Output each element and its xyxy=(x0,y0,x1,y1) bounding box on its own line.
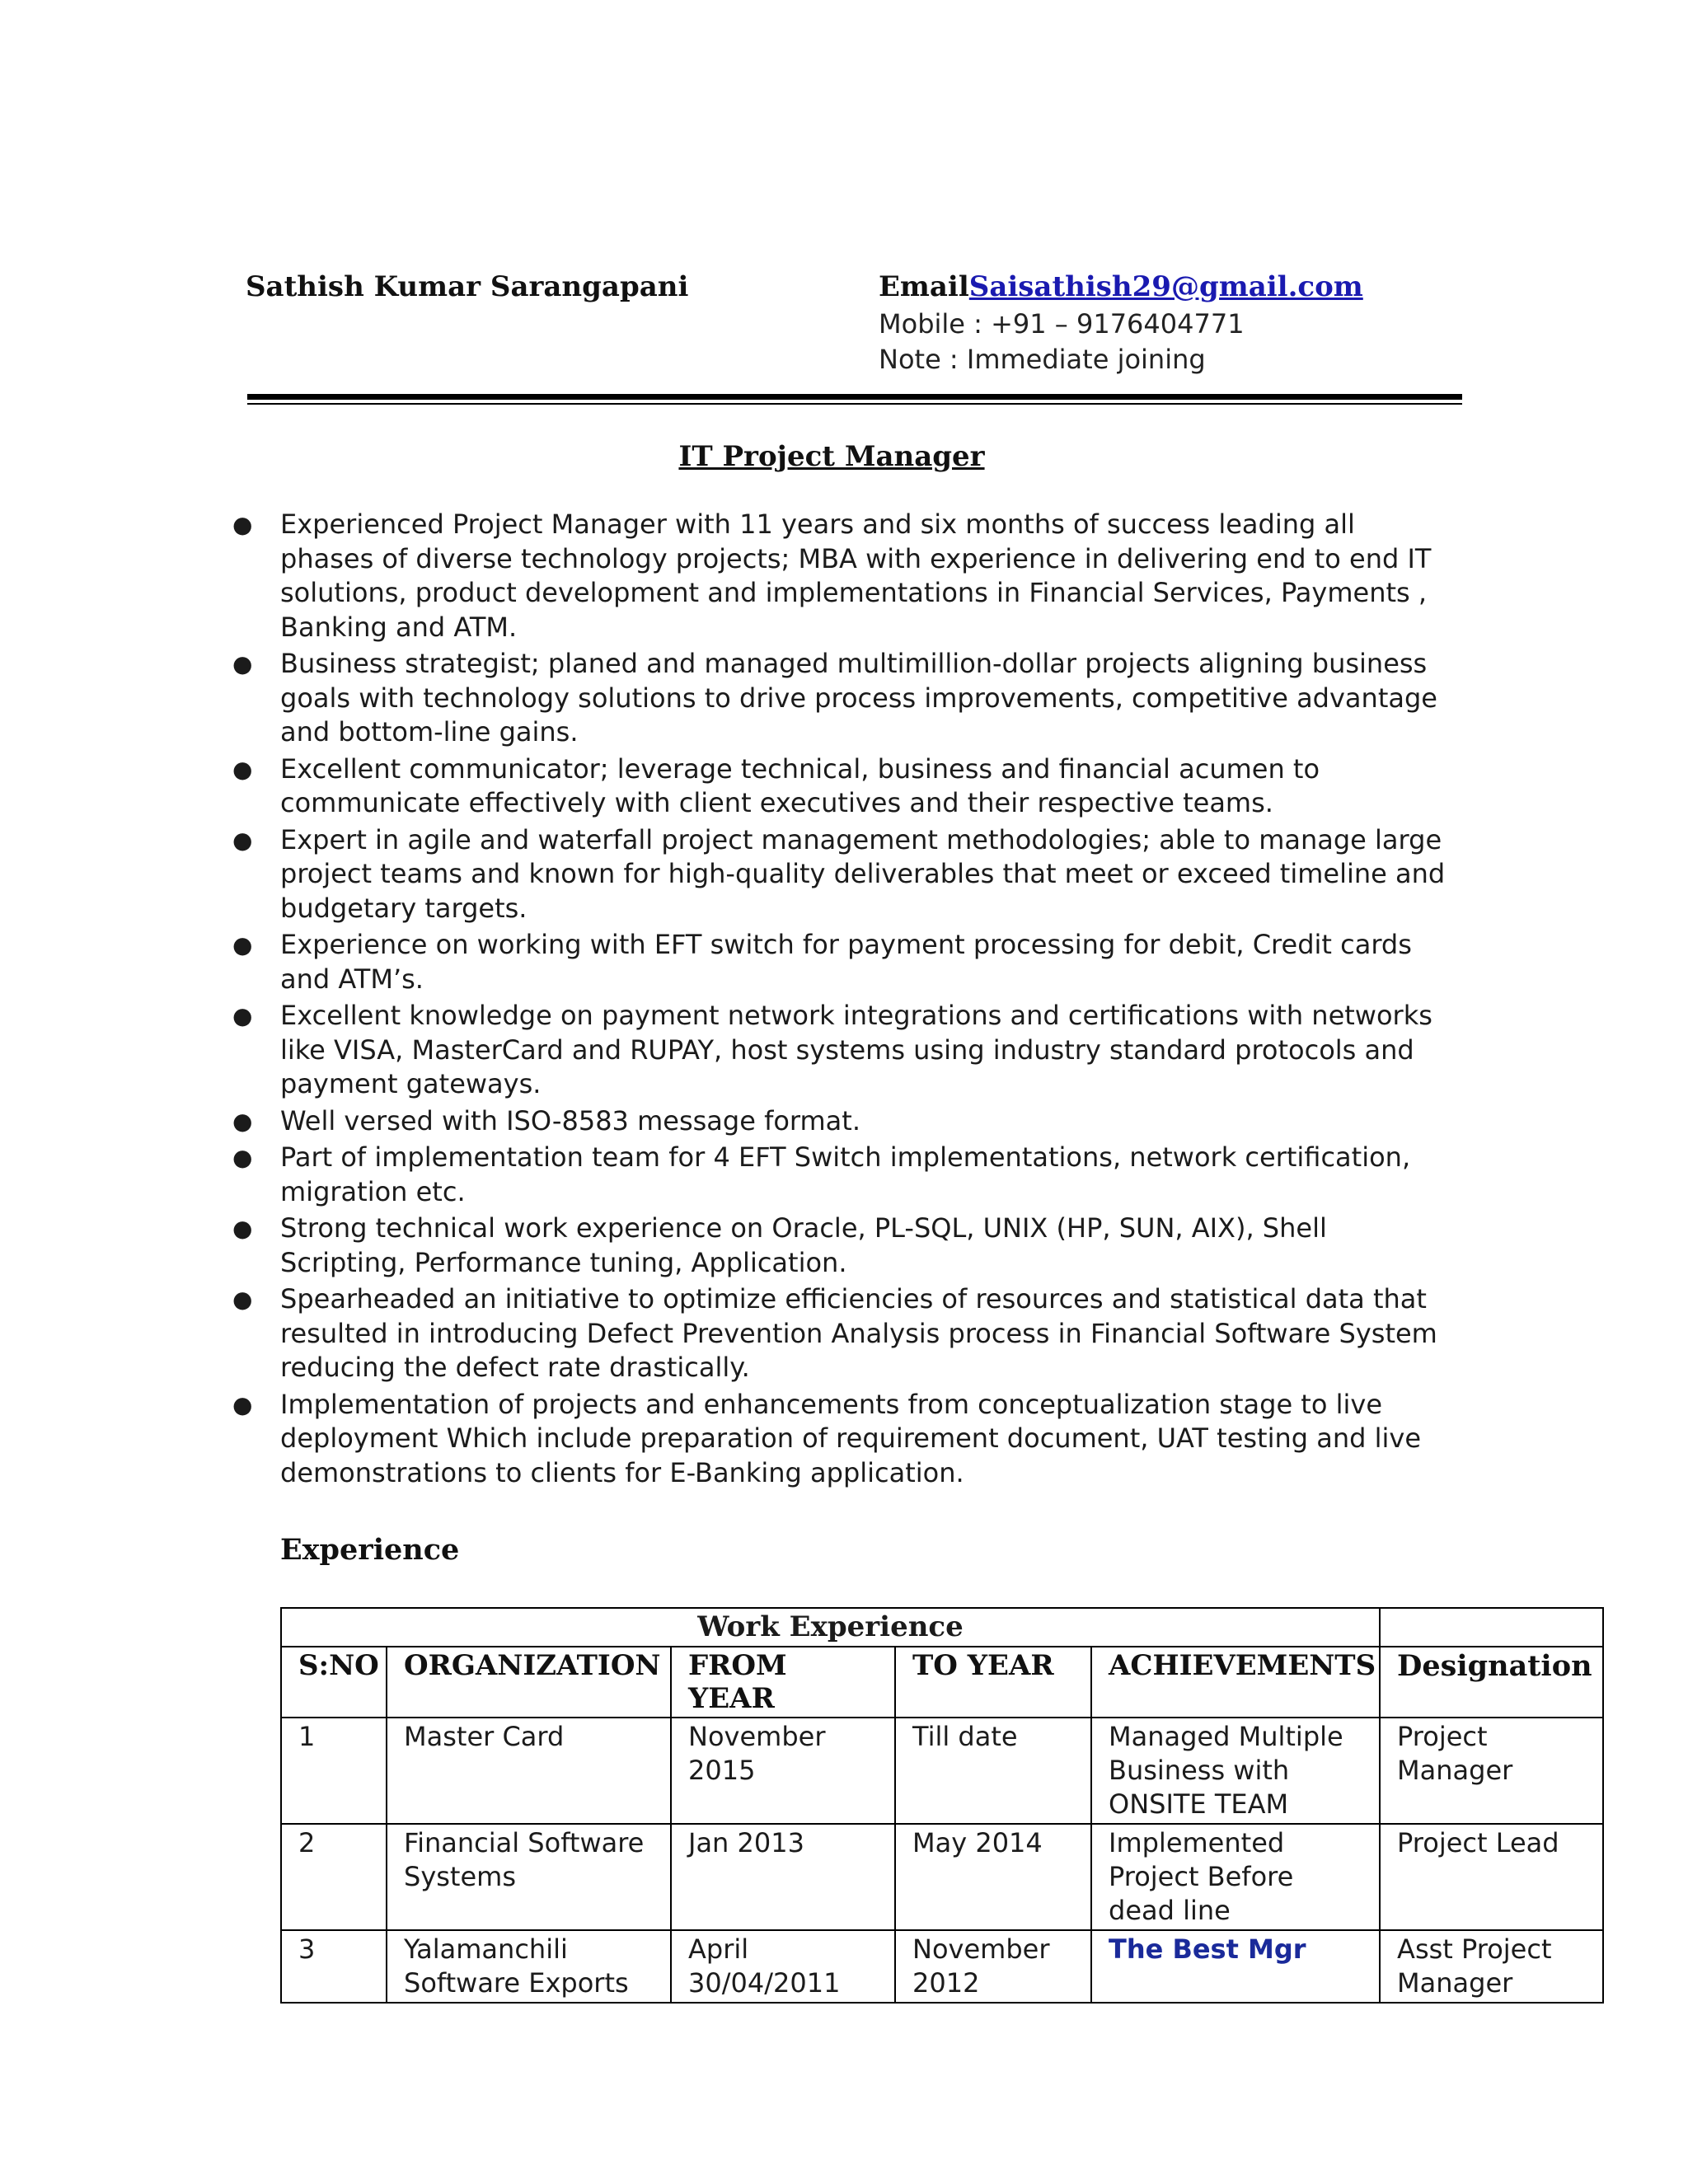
email-line xyxy=(879,270,1363,307)
bullet-icon: ● xyxy=(232,1390,253,1418)
cell-organization: Financial Software Systems xyxy=(387,1824,671,1930)
table-caption-row xyxy=(281,1608,1603,1647)
summary-item xyxy=(231,1282,1451,1385)
column-header-organization: ORGANIZATION xyxy=(387,1647,671,1718)
cell-sno: 2 xyxy=(281,1824,387,1930)
cell-from-year: Jan 2013 xyxy=(671,1824,895,1930)
summary-item xyxy=(231,1212,1451,1280)
bullet-icon: ● xyxy=(232,755,253,783)
summary-list xyxy=(231,508,1451,1493)
summary-item xyxy=(231,928,1451,996)
summary-text: Experience on working with EFT switch for payment processing for debit, Credit cards and ATM’s. xyxy=(280,929,1412,995)
cell-from-year: November 2015 xyxy=(671,1718,895,1824)
email-label: Email xyxy=(879,270,969,303)
column-header-achievements: ACHIEVEMENTS xyxy=(1091,1647,1380,1718)
summary-text: Excellent communicator; leverage technical, business and financial acumen to communicate effectively with client executives and their respective teams. xyxy=(280,752,1320,818)
table-header-row xyxy=(281,1647,1603,1718)
bullet-icon: ● xyxy=(232,1215,253,1242)
column-header-designation: Designation xyxy=(1380,1647,1603,1718)
bullet-icon: ● xyxy=(232,1107,253,1135)
summary-text: Excellent knowledge on payment network integrations and certifications with networks like VISA, MasterCard and RUPAY, host systems using industry standard protocols and payment gateways. xyxy=(280,1000,1432,1099)
summary-item xyxy=(231,752,1451,821)
cell-to-year: Till date xyxy=(895,1718,1091,1824)
summary-item xyxy=(231,1104,1451,1139)
summary-text: Expert in agile and waterfall project management methodologies; able to manage large project teams and known for high-quality deliverables that meet or exceed timeline and budgetary targets. xyxy=(280,823,1446,924)
work-experience-table xyxy=(280,1607,1604,2004)
summary-item xyxy=(231,999,1451,1102)
bullet-icon: ● xyxy=(232,1002,253,1029)
contact-block xyxy=(879,270,1363,377)
cell-from-year: April 30/04/2011 xyxy=(671,1930,895,2003)
candidate-name: Sathish Kumar Sarangapani xyxy=(246,270,689,303)
summary-text: Part of implementation team for 4 EFT Switch implementations, network certification, migration etc. xyxy=(280,1141,1411,1207)
table-row xyxy=(281,1930,1603,2003)
bullet-icon: ● xyxy=(232,1286,253,1313)
summary-text: Business strategist; planed and managed multimillion-dollar projects aligning business goals with technology solutions to drive process improvements, competitive advantage and bottom-line gains. xyxy=(280,648,1437,748)
summary-item xyxy=(231,1141,1451,1209)
resume-title: IT Project Manager xyxy=(678,440,985,473)
cell-organization: Master Card xyxy=(387,1718,671,1824)
column-header-sno: S:NO xyxy=(281,1647,387,1718)
column-header-from-year: FROM YEAR xyxy=(671,1647,895,1718)
cell-achievements: Implemented Project Before dead line xyxy=(1091,1824,1380,1930)
column-header-to-year: TO YEAR xyxy=(895,1647,1091,1718)
header-divider-thin xyxy=(247,403,1462,405)
cell-achievements: Managed Multiple Business with ONSITE TEAM xyxy=(1091,1718,1380,1824)
summary-item xyxy=(231,508,1451,644)
summary-text: Well versed with ISO-8583 message format. xyxy=(280,1104,860,1137)
experience-heading: Experience xyxy=(280,1533,460,1567)
header-divider-thick xyxy=(247,394,1462,400)
email-link[interactable]: Saisathish29@gmail.com xyxy=(968,270,1363,303)
cell-designation: Asst Project Manager xyxy=(1380,1930,1603,2003)
table-row xyxy=(281,1824,1603,1930)
cell-achievements: The Best Mgr xyxy=(1091,1930,1380,2003)
cell-designation: Project Manager xyxy=(1380,1718,1603,1824)
cell-sno: 3 xyxy=(281,1930,387,2003)
joining-note: Note : Immediate joining xyxy=(879,344,1206,375)
cell-sno: 1 xyxy=(281,1718,387,1824)
table-caption: Work Experience xyxy=(281,1608,1380,1647)
bullet-icon: ● xyxy=(232,931,253,958)
table-row xyxy=(281,1718,1603,1824)
summary-item xyxy=(231,647,1451,750)
bullet-icon: ● xyxy=(232,826,253,854)
cell-organization: Yalamanchili Software Exports xyxy=(387,1930,671,2003)
summary-item xyxy=(231,1388,1451,1491)
summary-item xyxy=(231,823,1451,926)
bullet-icon: ● xyxy=(232,1144,253,1171)
summary-text: Strong technical work experience on Oracle, PL-SQL, UNIX (HP, SUN, AIX), Shell Scripting, Performance tuning, Application. xyxy=(280,1212,1327,1278)
bullet-icon: ● xyxy=(232,650,253,677)
table-caption-empty-cell xyxy=(1380,1608,1603,1647)
summary-text: Implementation of projects and enhancements from conceptualization stage to live deployment Which include preparation of requirement document, UAT testing and live demonstrations to clients for E-Banking application. xyxy=(280,1388,1422,1488)
summary-text: Spearheaded an initiative to optimize efficiencies of resources and statistical data that resulted in introducing Defect Prevention Analysis process in Financial Software System reducing the defect rate drastically. xyxy=(280,1283,1437,1383)
summary-text: Experienced Project Manager with 11 years and six months of success leading all phases of diverse technology projects; MBA with experience in delivering end to end IT solutions, product development and implementations in Financial Services, Payments , Banking and ATM. xyxy=(280,509,1432,643)
cell-to-year: May 2014 xyxy=(895,1824,1091,1930)
cell-designation: Project Lead xyxy=(1380,1824,1603,1930)
cell-to-year: November 2012 xyxy=(895,1930,1091,2003)
bullet-icon: ● xyxy=(232,511,253,538)
mobile-number: Mobile : +91 – 9176404771 xyxy=(879,308,1245,340)
